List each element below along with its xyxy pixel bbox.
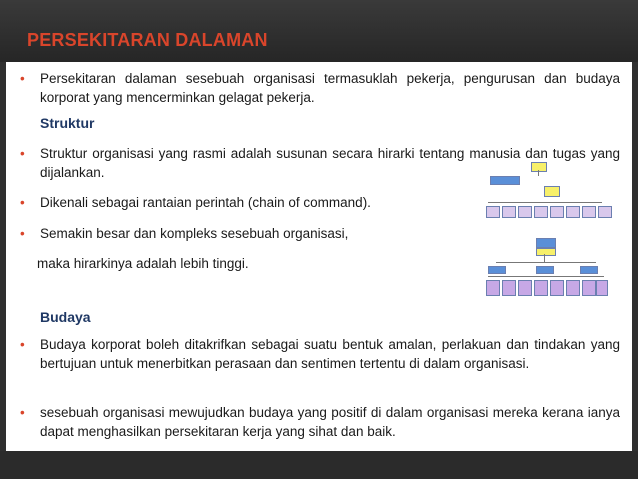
org-chart-image: [484, 238, 608, 300]
org-box-leaf: [486, 206, 500, 218]
bullet-marker: •: [20, 337, 25, 352]
org-box-leaf: [518, 206, 532, 218]
org-box-leaf: [518, 280, 532, 296]
org-box-leaf: [550, 280, 564, 296]
slide-footer: [0, 451, 638, 479]
struktur-continuation: maka hirarkinya adalah lebih tinggi.: [37, 256, 249, 271]
bullet-marker: •: [20, 71, 25, 86]
bullet-marker: •: [20, 226, 25, 241]
org-box-mid: [490, 176, 520, 185]
connector-line: [544, 254, 545, 262]
org-box-mid: [536, 266, 554, 274]
bullet-marker: •: [20, 146, 25, 161]
intro-paragraph: Persekitaran dalaman sesebuah organisasi termasuklah pekerja, pengurusan dan budaya korporat yang mencerminkan gelagat pekerja.: [40, 71, 620, 105]
slide-header: [0, 0, 638, 62]
org-box-top: [536, 238, 556, 248]
bullet-marker: •: [20, 405, 25, 420]
org-box-mid: [544, 186, 560, 197]
org-box-mid: [488, 266, 506, 274]
org-box-top: [531, 162, 547, 172]
org-box-leaf: [566, 280, 580, 296]
struktur-bullet-3: Semakin besar dan kompleks sesebuah organisasi,: [40, 226, 349, 241]
connector-line: [488, 276, 604, 277]
org-box-leaf: [502, 280, 516, 296]
org-box-leaf: [566, 206, 580, 218]
org-box-leaf: [582, 206, 596, 218]
org-box-leaf: [598, 206, 612, 218]
org-box-leaf: [486, 280, 500, 296]
org-box-mid: [580, 266, 598, 274]
connector-line: [488, 202, 602, 203]
org-box-leaf: [582, 280, 596, 296]
org-chart-image: [484, 162, 614, 222]
slide-content: [6, 62, 632, 451]
section-heading-struktur: Struktur: [40, 115, 95, 131]
connector-line: [496, 262, 596, 263]
section-heading-budaya: Budaya: [40, 309, 91, 325]
org-box-leaf: [596, 280, 608, 296]
struktur-bullet-1: Struktur organisasi yang rasmi adalah susunan secara hirarki tentang manusia dan tugas yang dijalankan.: [40, 146, 620, 180]
budaya-bullet-2: sesebuah organisasi mewujudkan budaya yang positif di dalam organisasi mereka kerana ianya dapat menghasilkan persekitaran kerja yang sihat dan baik.: [40, 405, 620, 439]
org-box-leaf: [534, 206, 548, 218]
org-box-top: [536, 248, 556, 256]
org-box-leaf: [550, 206, 564, 218]
org-box-leaf: [534, 280, 548, 296]
bullet-marker: •: [20, 195, 25, 210]
slide-title: PERSEKITARAN DALAMAN: [27, 30, 268, 50]
budaya-bullet-1: Budaya korporat boleh ditakrifkan sebagai suatu bentuk amalan, perlakuan dan tindakan yang bertujuan untuk menerbitkan perasaan dan sentimen tertentu di dalam organisasi.: [40, 337, 620, 371]
connector-line: [538, 170, 539, 176]
org-box-leaf: [502, 206, 516, 218]
struktur-bullet-2: Dikenali sebagai rantaian perintah (chain of command).: [40, 195, 371, 210]
